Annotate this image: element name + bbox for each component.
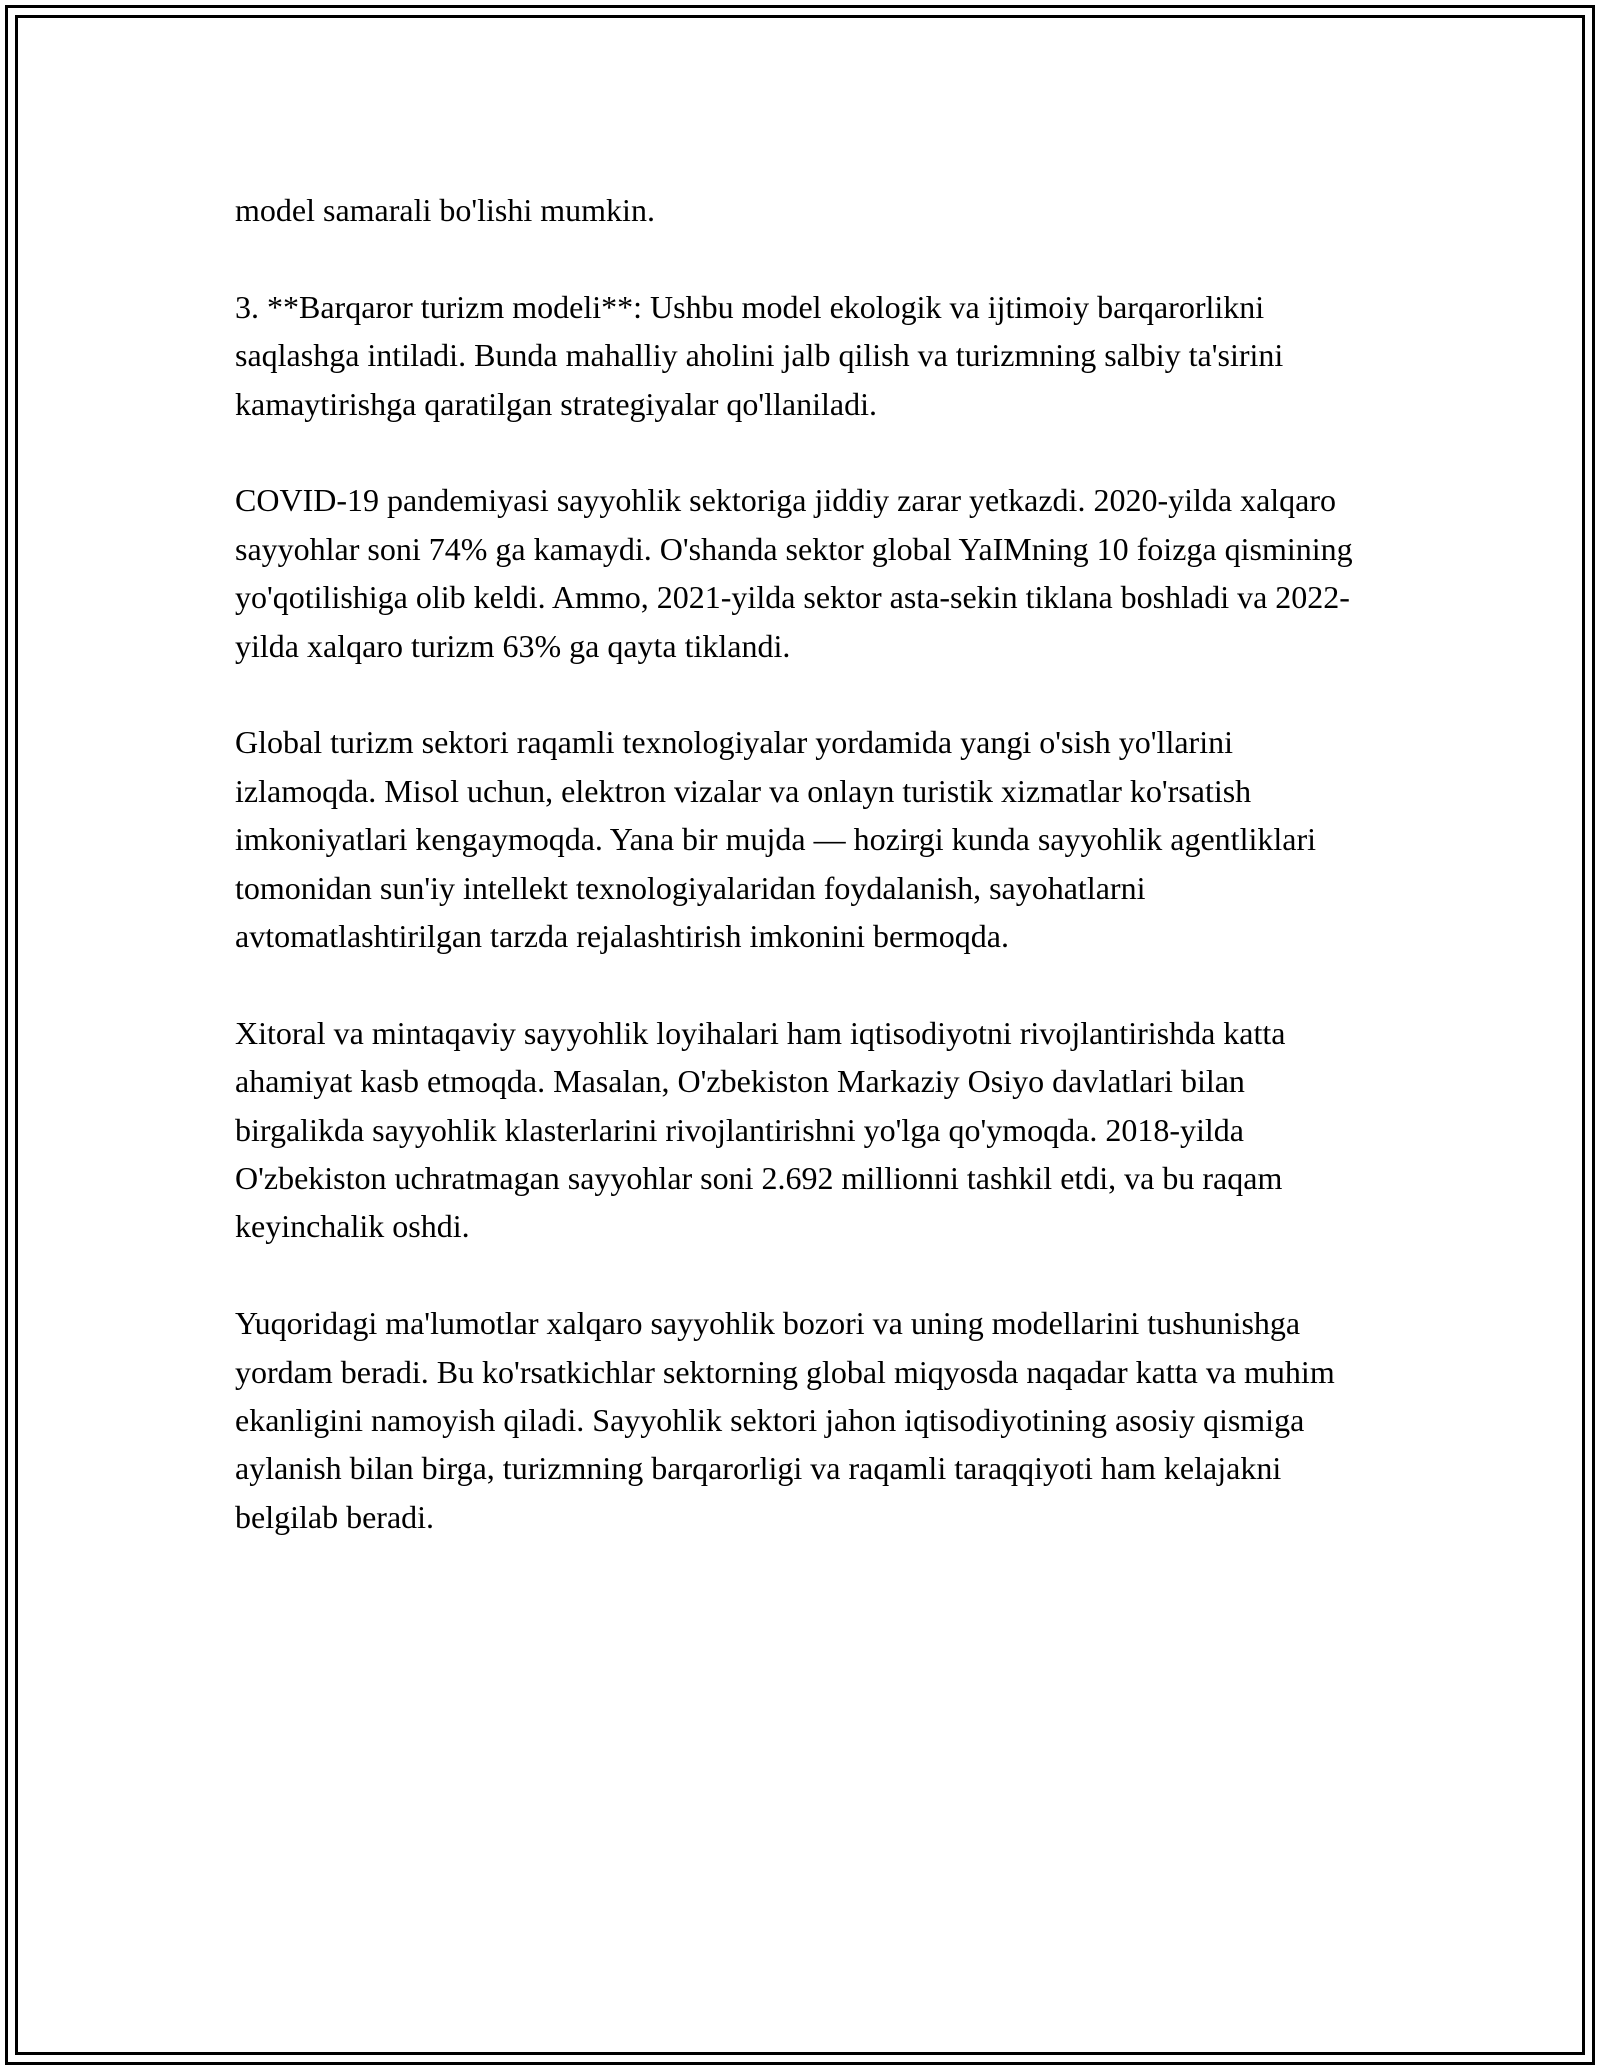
paragraph-5: Xitoral va mintaqaviy sayyohlik loyihalari ham iqtisodiyotni rivojlantirishda katta ahamiyat kasb etmoqda. Masalan, O'zbekiston Markaziy Osiyo davlatlari bilan birgalikda sayyohlik klasterlarini rivojlantirishni yo'lga qo'ymoqda. 2018-yilda O'zbekiston uchratmagan sayyohlar soni 2.692 millionni tashkil etdi, va bu raqam keyinchalik oshdi. <box>235 1014 1286 1245</box>
paragraph-3: COVID-19 pandemiyasi sayyohlik sektoriga jiddiy zarar yetkazdi. 2020-yilda xalqaro sayyohlar soni 74% ga kamaydi. O'shanda sektor global YaIMning 10 foizga qismining yo'qotilishiga olib keldi. Ammo, 2021-yilda sektor asta-sekin tiklana boshladi va 2022-yilda xalqaro turizm 63% ga qayta tiklandi. <box>235 482 1353 664</box>
paragraph-2: 3. **Barqaror turizm modeli**: Ushbu model ekologik va ijtimoiy barqarorlikni saqlashga intiladi. Bunda mahalliy aholini jalb qilish va turizmning salbiy ta'sirini kamaytirishga qaratilgan strategiyalar qo'llaniladi. <box>235 288 1284 422</box>
paragraph-1: model samarali bo'lishi mumkin. <box>235 192 655 228</box>
paragraph-4: Global turizm sektori raqamli texnologiyalar yordamida yangi o'sish yo'llarini izlamoqda. Misol uchun, elektron vizalar va onlayn turistik xizmatlar ko'rsatish imkoniyatlari kengaymoqda. Yana bir mujda — hozirgi kunda sayyohlik agentliklari tomonidan sun'iy intellekt texnologiyalaridan foydalanish, sayohatlarni avtomatlashtirilgan tarzda rejalashtirish imkonini bermoqda. <box>235 724 1316 955</box>
paragraph-6: Yuqoridagi ma'lumotlar xalqaro sayyohlik bozori va uning modellarini tushunishga yordam beradi. Bu ko'rsatkichlar sektorning global miqyosda naqadar katta va muhim ekanligini namoyish qiladi. Sayyohlik sektori jahon iqtisodiyotining asosiy qismiga aylanish bilan birga, turizmning barqarorligi va raqamli taraqqiyoti ham kelajakni belgilab beradi. <box>235 1305 1335 1535</box>
document-body <box>235 186 1370 1590</box>
